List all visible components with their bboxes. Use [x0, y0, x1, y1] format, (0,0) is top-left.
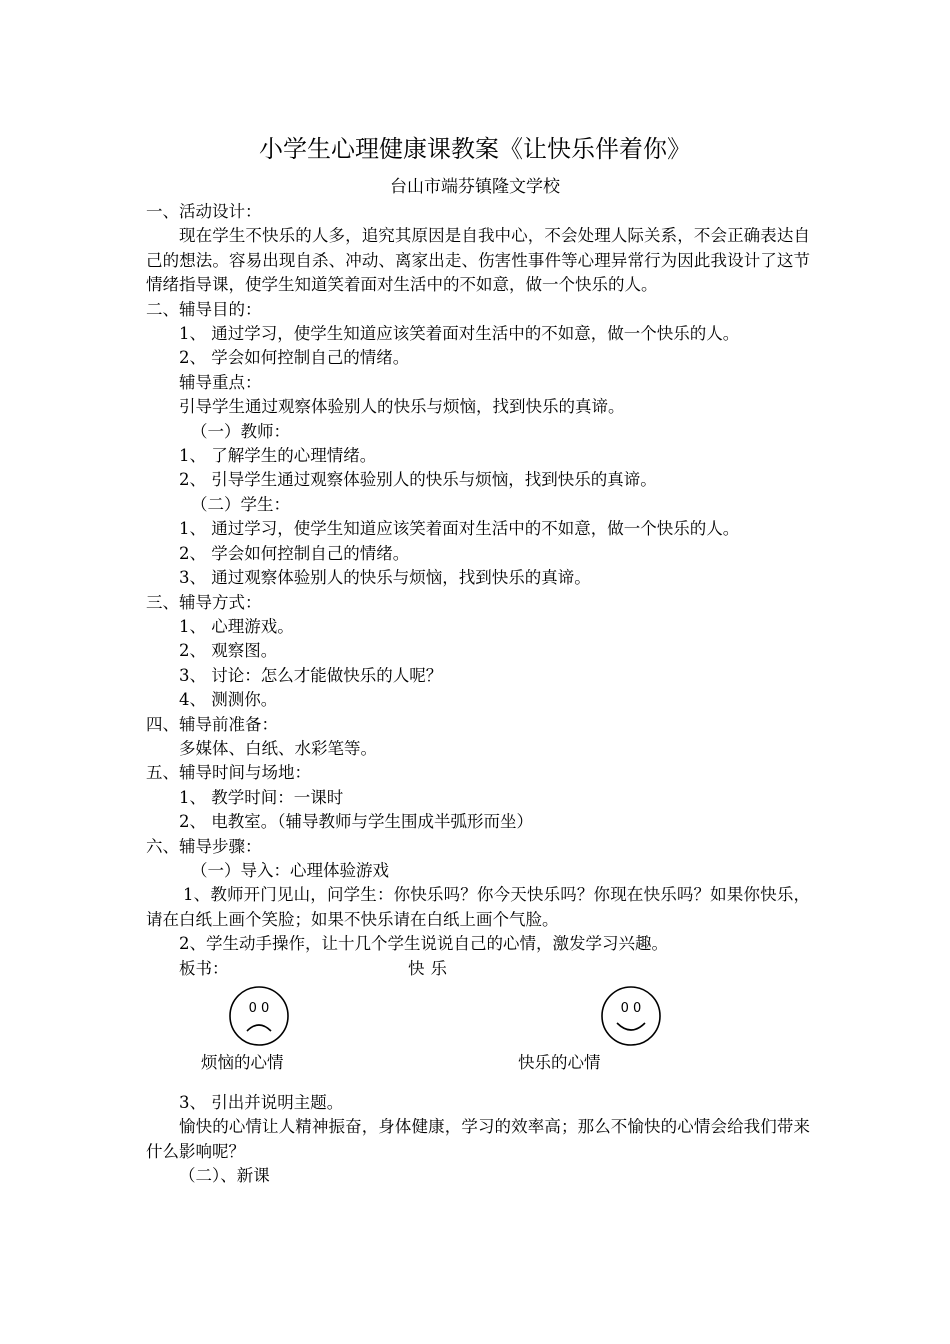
section-heading: 四、辅导前准备：: [146, 714, 278, 734]
paragraph: 引导学生通过观察体验别人的快乐与烦恼，找到快乐的真谛。: [179, 397, 625, 417]
list-item: 3、 引出并说明主题。: [179, 1092, 344, 1112]
document-title: 小学生心理健康课教案《让快乐伴着你》: [259, 135, 691, 163]
section-heading: 二、辅导目的：: [146, 299, 262, 319]
board-value: 快乐: [408, 958, 453, 978]
paragraph: 2、学生动手操作，让十几个学生说说自己的心情，激发学习兴趣。: [179, 934, 668, 954]
subheading: （二）、新课: [179, 1166, 270, 1186]
board-label: 板书：: [179, 958, 229, 978]
board-diagram: [146, 958, 810, 1091]
list-item: 2、 观察图。: [179, 641, 278, 661]
list-item: 4、 测测你。: [179, 690, 278, 710]
subheading: 辅导重点：: [179, 372, 262, 392]
paragraph: 多媒体、白纸、水彩笔等。: [179, 738, 377, 758]
happy-face-eyes: 0 0: [620, 1000, 642, 1016]
school-name: 台山市端芬镇隆文学校: [390, 177, 560, 197]
list-item: 1、 教学时间：一课时: [179, 787, 344, 807]
sad-face-icon: [228, 985, 290, 1047]
happy-face-icon: [600, 985, 662, 1047]
list-item: 2、 学会如何控制自己的情绪。: [179, 543, 410, 563]
sad-face-eyes: 0 0: [248, 1000, 270, 1016]
section-heading: 三、辅导方式：: [146, 592, 262, 612]
list-item: 1、 心理游戏。: [179, 616, 294, 636]
list-item: 2、 电教室。（辅导教师与学生围成半弧形而坐）: [179, 812, 533, 832]
subheading: （二）学生：: [191, 494, 290, 514]
paragraph: 现在学生不快乐的人多，追究其原因是自我中心，不会处理人际关系，不会正确表达自己的想法。容易出现自杀、冲动、离家出走、伤害性事件等心理异常行为因此我设计了这节情绪指导课，使学生知道笑着面对生活中的不如意，做一个快乐的人。: [146, 226, 810, 295]
list-item: 3、 通过观察体验别人的快乐与烦恼，找到快乐的真谛。: [179, 568, 591, 588]
section-heading: 一、活动设计：: [146, 202, 262, 221]
list-item: 1、 了解学生的心理情绪。: [179, 446, 377, 466]
list-item: 2、 学会如何控制自己的情绪。: [179, 348, 410, 368]
document-body: [146, 200, 810, 1189]
paragraph: 愉快的心情让人精神振奋，身体健康，学习的效率高；那么不愉快的心情会给我们带来什么影响呢？: [146, 1117, 810, 1161]
section-heading: 五、辅导时间与场地：: [146, 763, 311, 783]
sad-face-caption: 烦恼的心情: [201, 1052, 284, 1072]
paragraph: 1、教师开门见山，问学生：你快乐吗？你今天快乐吗？你现在快乐吗？如果你快乐，请在白纸上画个笑脸；如果不快乐请在白纸上画个气脸。: [146, 885, 810, 929]
happy-face-caption: 快乐的心情: [518, 1052, 601, 1072]
subheading: （一）导入：心理体验游戏: [191, 860, 389, 880]
list-item: 2、 引导学生通过观察体验别人的快乐与烦恼，找到快乐的真谛。: [179, 470, 657, 490]
list-item: 1、 通过学习，使学生知道应该笑着面对生活中的不如意，做一个快乐的人。: [179, 324, 740, 344]
list-item: 3、 讨论：怎么才能做快乐的人呢？: [179, 665, 443, 685]
list-item: 1、 通过学习，使学生知道应该笑着面对生活中的不如意，做一个快乐的人。: [179, 519, 740, 539]
section-heading: 六、辅导步骤：: [146, 836, 262, 856]
subheading: （一）教师：: [191, 421, 290, 441]
